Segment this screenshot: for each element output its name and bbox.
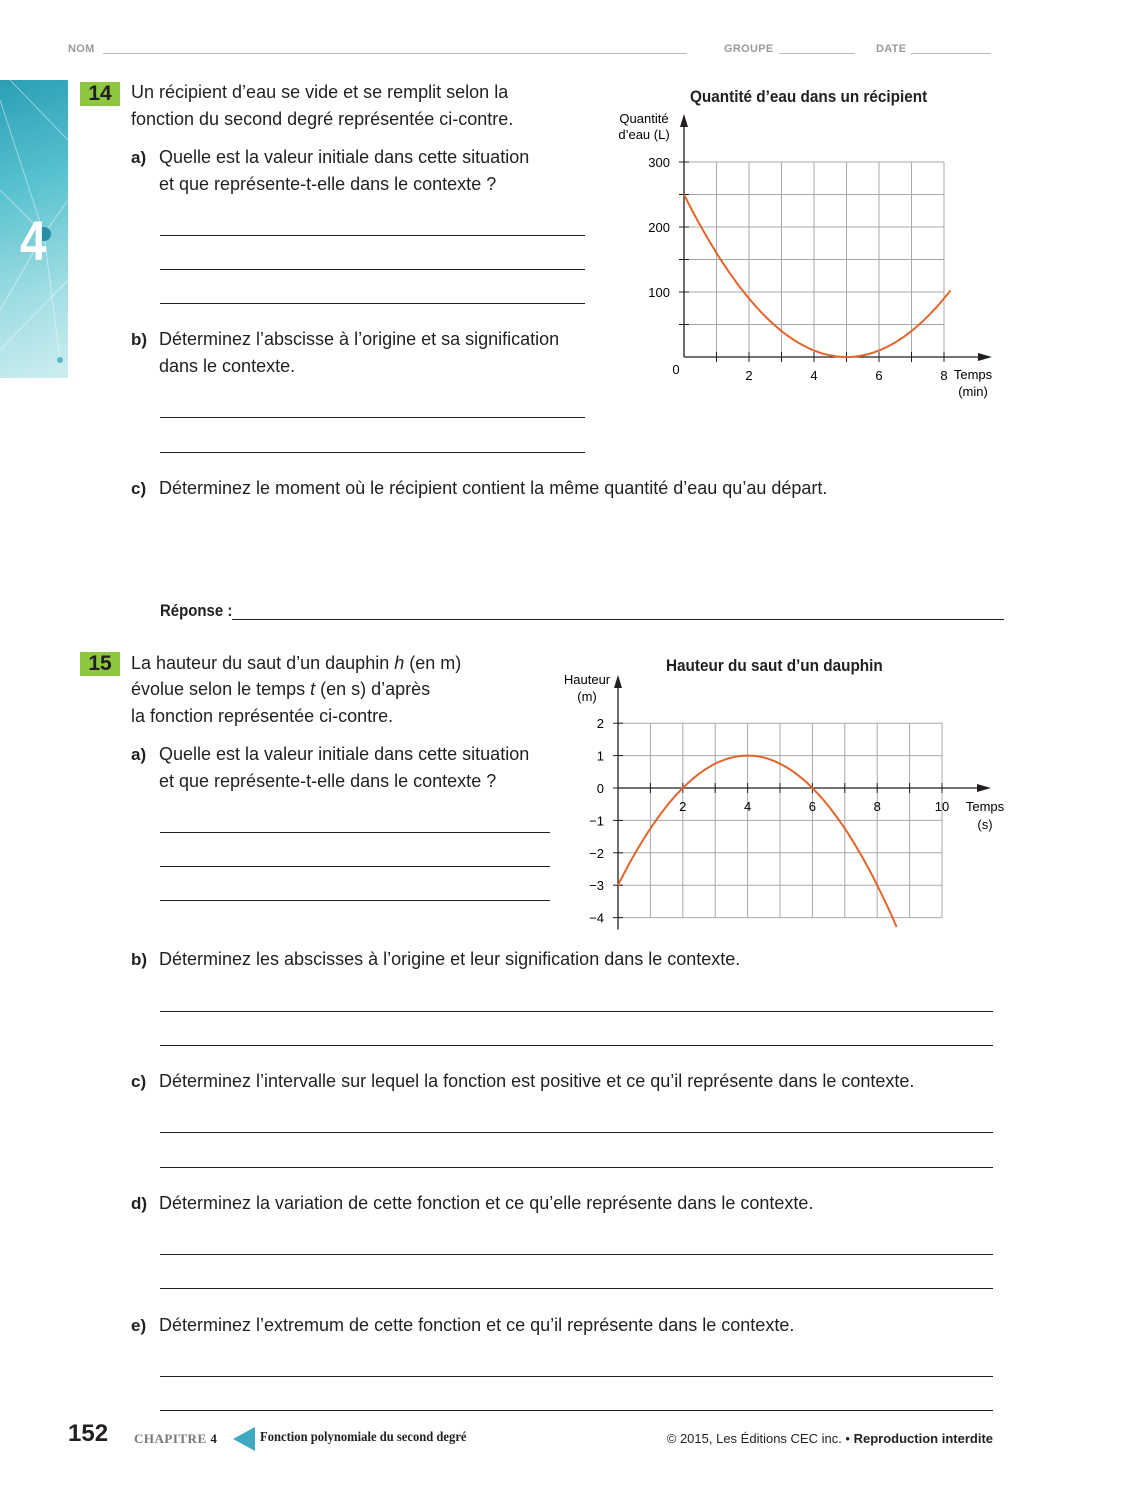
reponse-label: Réponse :	[160, 601, 233, 620]
q14c-label: c)	[131, 479, 147, 498]
footer-chapter-title: Fonction polynomiale du second degré	[260, 1430, 467, 1445]
q14-intro-line1: Un récipient d’eau se vide et se remplit selon la	[131, 82, 509, 102]
q15a-answer-line-1[interactable]	[160, 832, 550, 833]
chapter-sidebar-tab	[0, 80, 68, 378]
chart1-origin-label: 0	[672, 362, 680, 377]
q15a-line1: Quelle est la valeur initiale dans cette situation	[159, 744, 530, 764]
question-14-number: 14	[80, 82, 120, 106]
q14b-label: b)	[131, 330, 148, 349]
chart2-x-tick-label: 8	[873, 799, 881, 814]
q15a-label: a)	[131, 745, 147, 764]
chart1-grid	[684, 162, 944, 357]
chart2-grid	[618, 723, 942, 917]
q14c-line1: Déterminez le moment où le récipient contient la même quantité d’eau qu’au départ.	[159, 478, 828, 498]
chart2-y-tick-label: −2	[589, 845, 604, 861]
chart1-y-tick-label: 300	[648, 155, 670, 170]
chart1-y-tick-label: 200	[648, 220, 670, 235]
q14a-answer-line-2[interactable]	[160, 269, 585, 270]
q14a-answer-line-3[interactable]	[160, 303, 585, 304]
chart2-x-tick-label: 10	[934, 799, 950, 814]
chart2-y-tick-label: −4	[589, 910, 604, 926]
groupe-line[interactable]	[779, 53, 855, 54]
chart2-ticks	[589, 716, 949, 925]
q15a-answer-line-3[interactable]	[160, 900, 550, 901]
chart2-ylabel-line1: Hauteur	[563, 672, 611, 687]
q15e-label: e)	[131, 1316, 147, 1335]
chapter-number: 4	[20, 209, 47, 272]
q15b-answer-line-2[interactable]	[160, 1045, 993, 1046]
chart1-xlabel-line1: Temps	[953, 367, 993, 382]
chart1-x-tick-label: 8	[940, 368, 948, 383]
q14a-line1: Quelle est la valeur initiale dans cette situation	[159, 147, 530, 167]
chart2-dolphin-jump	[555, 668, 1015, 938]
chart2-x-tick-label: 6	[808, 799, 817, 814]
chart2-xlabel-line1: Temps	[965, 799, 1005, 814]
chart2-y-tick-label: 2	[596, 716, 604, 732]
chart2-y-tick-label: −1	[589, 813, 604, 829]
q15-intro-line2: évolue selon le temps t (en s) d’après	[131, 679, 431, 699]
q15a-line2: et que représente-t-elle dans le contexte ?	[159, 771, 497, 791]
chart1-title: Quantité d’eau dans un récipient	[690, 87, 928, 106]
date-line[interactable]	[911, 53, 991, 54]
chart1-x-tick-label: 6	[875, 368, 883, 383]
footer-copyright: © 2015, Les Éditions CEC inc. • Reproduction interdite	[666, 1431, 993, 1446]
q15-intro-line3: la fonction représentée ci-contre.	[131, 706, 394, 726]
q15c-line1: Déterminez l’intervalle sur lequel la fonction est positive et ce qu’il représente dans le contexte.	[159, 1071, 915, 1091]
chart1-y-arrow	[680, 114, 688, 127]
chart1-series-curve	[684, 195, 951, 358]
q14b-answer-line-2[interactable]	[160, 452, 585, 453]
q15e-answer-line-1[interactable]	[160, 1376, 993, 1377]
q15d-label: d)	[131, 1194, 148, 1213]
chart2-y-arrow	[614, 675, 622, 688]
chart2-y-tick-label: 0	[596, 781, 604, 796]
groupe-label: GROUPE	[724, 43, 774, 55]
chart2-x-tick-label: 2	[679, 799, 687, 814]
q14a-line2: et que représente-t-elle dans le contexte ?	[159, 174, 497, 194]
q14b-line1: Déterminez l’abscisse à l’origine et sa signification	[159, 329, 560, 349]
chart1-xlabel-line2: (min)	[958, 384, 988, 399]
q15-intro-line1: La hauteur du saut d’un dauphin h (en m)	[131, 653, 462, 673]
chart2-y-tick-label: 1	[596, 748, 604, 764]
chart2-title: Hauteur du saut d’un dauphin	[666, 656, 883, 675]
q15c-answer-line-2[interactable]	[160, 1167, 993, 1168]
chapter-arrow-icon	[233, 1426, 255, 1452]
chart1-ylabel-line2: d’eau (L)	[618, 127, 670, 142]
chart1-x-arrow	[978, 353, 992, 361]
chart1-water-quantity	[600, 105, 1010, 405]
footer-chapter: CHAPITRE 4	[134, 1431, 218, 1446]
q15b-line1: Déterminez les abscisses à l’origine et leur signification dans le contexte.	[159, 949, 741, 969]
q15b-label: b)	[131, 950, 148, 969]
q15d-answer-line-2[interactable]	[160, 1288, 993, 1289]
q14b-answer-line-1[interactable]	[160, 417, 585, 418]
chart1-ticks	[648, 155, 947, 383]
chart2-xlabel-line2: (s)	[977, 817, 993, 832]
q14a-label: a)	[131, 148, 147, 167]
q15b-answer-line-1[interactable]	[160, 1011, 993, 1012]
q14b-line2: dans le contexte.	[159, 356, 296, 376]
nom-label: NOM	[68, 43, 95, 55]
chart1-x-tick-label: 4	[810, 368, 818, 383]
chart2-ylabel-line2: (m)	[577, 689, 597, 704]
chart1-x-tick-label: 2	[745, 368, 753, 383]
chart2-series-curve	[618, 756, 897, 927]
q15d-answer-line-1[interactable]	[160, 1254, 993, 1255]
chart2-y-tick-label: −3	[589, 878, 604, 894]
chart1-ylabel-line1: Quantité	[619, 111, 669, 126]
reponse-answer-line[interactable]	[232, 619, 1004, 620]
q15c-label: c)	[131, 1072, 147, 1091]
chart2-x-tick-label: 4	[743, 799, 752, 814]
chart2-x-arrow	[977, 784, 991, 792]
q15e-line1: Déterminez l’extremum de cette fonction et ce qu’il représente dans le contexte.	[159, 1315, 795, 1335]
q15a-answer-line-2[interactable]	[160, 866, 550, 867]
chart1-y-tick-label: 100	[648, 285, 670, 300]
question-15-number: 15	[80, 652, 120, 676]
q15d-line1: Déterminez la variation de cette fonction et ce qu’elle représente dans le contexte.	[159, 1193, 814, 1213]
q15c-answer-line-1[interactable]	[160, 1132, 993, 1133]
q14a-answer-line-1[interactable]	[160, 235, 585, 236]
nom-line[interactable]	[103, 53, 687, 54]
q14-intro-line2: fonction du second degré représentée ci-contre.	[131, 109, 514, 129]
date-label: DATE	[876, 43, 907, 55]
chart1-axes	[680, 114, 992, 361]
q15e-answer-line-2[interactable]	[160, 1410, 993, 1411]
page-number: 152	[68, 1420, 109, 1447]
